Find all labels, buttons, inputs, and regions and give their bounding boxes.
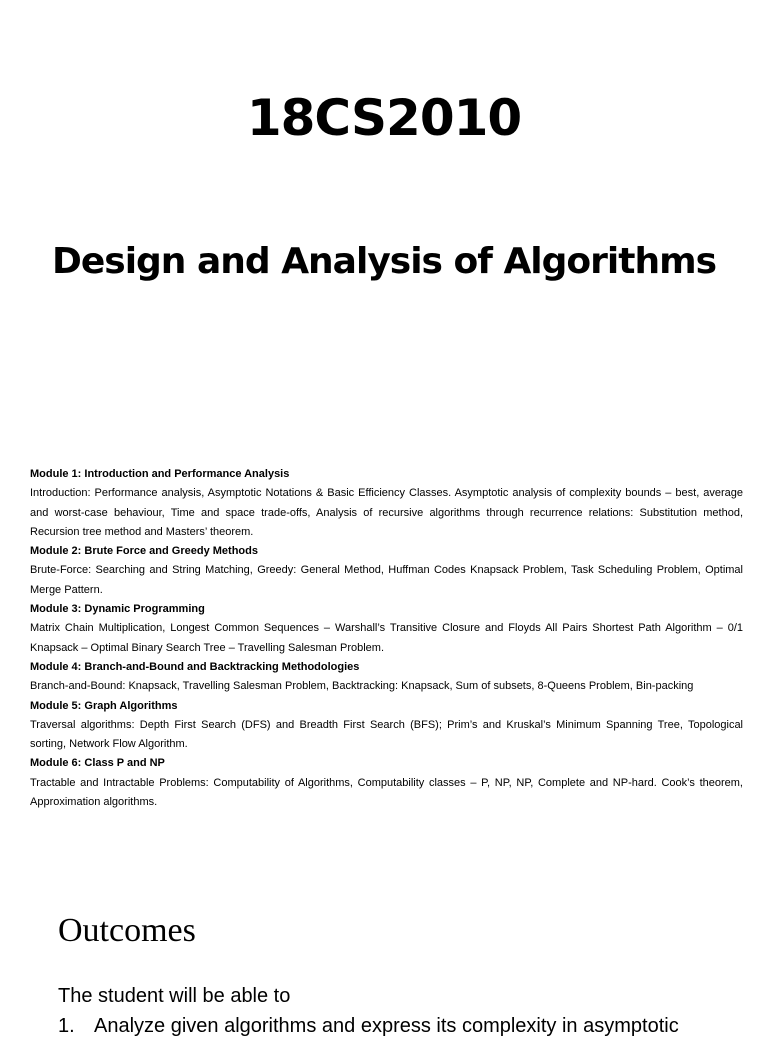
module-3-heading: Module 3: Dynamic Programming [30, 603, 205, 616]
outcome-item [58, 1012, 738, 1040]
module-6-heading: Module 6: Class P and NP [30, 757, 165, 770]
module-4-heading: Module 4: Branch-and-Bound and Backtracking Methodologies [30, 660, 360, 673]
module-2-heading: Module 2: Brute Force and Greedy Methods [30, 545, 258, 558]
course-code: 18CS2010 [246, 89, 522, 147]
outcome-number: 1. [58, 1015, 75, 1037]
outcomes-heading: Outcomes [58, 912, 196, 949]
module-3-body: Matrix Chain Multiplication, Longest Common Sequences – Warshall’s Transitive Closure and Floyds All Pairs Shortest Path Algorithm – 0/1 Knapsack – Optimal Binary Search Tree – Travelling Salesman Problem. [30, 622, 743, 654]
module-6-body: Tractable and Intractable Problems: Computability of Algorithms, Computability classes – P, NP, NP, Complete and NP-hard. Cook’s theorem, Approximation algorithms. [30, 776, 743, 809]
syllabus-section [30, 465, 743, 812]
module-5-heading: Module 5: Graph Algorithms [30, 699, 178, 712]
course-title: Design and Analysis of Algorithms [51, 241, 717, 282]
module-1-body: Introduction: Performance analysis, Asymptotic Notations & Basic Efficiency Classes. Asymptotic analysis of complexity bounds – best, average and worst-case behaviour, Time and space trade-offs, Analysis of recursive algorithms through recurrence relations: Substitution method, Recursion tree method and Masters’ theorem. [30, 487, 743, 538]
module-5-body: Traversal algorithms: Depth First Search (DFS) and Breadth First Search (BFS); Prim’s and Kruskal’s Minimum Spanning Tree, Topological sorting, Network Flow Algorithm. [30, 718, 743, 751]
outcomes-intro: The student will be able to [58, 985, 291, 1007]
module-2-body: Brute-Force: Searching and String Matching, Greedy: General Method, Huffman Codes Knapsack Problem, Task Scheduling Problem, Optimal Merge Pattern. [30, 564, 743, 596]
outcome-text: Analyze given algorithms and express its complexity in asymptotic [94, 1015, 679, 1037]
module-1-heading: Module 1: Introduction and Performance Analysis [30, 468, 290, 480]
module-4-body: Branch-and-Bound: Knapsack, Travelling Salesman Problem, Backtracking: Knapsack, Sum of subsets, 8-Queens Problem, Bin-packing [30, 680, 694, 693]
